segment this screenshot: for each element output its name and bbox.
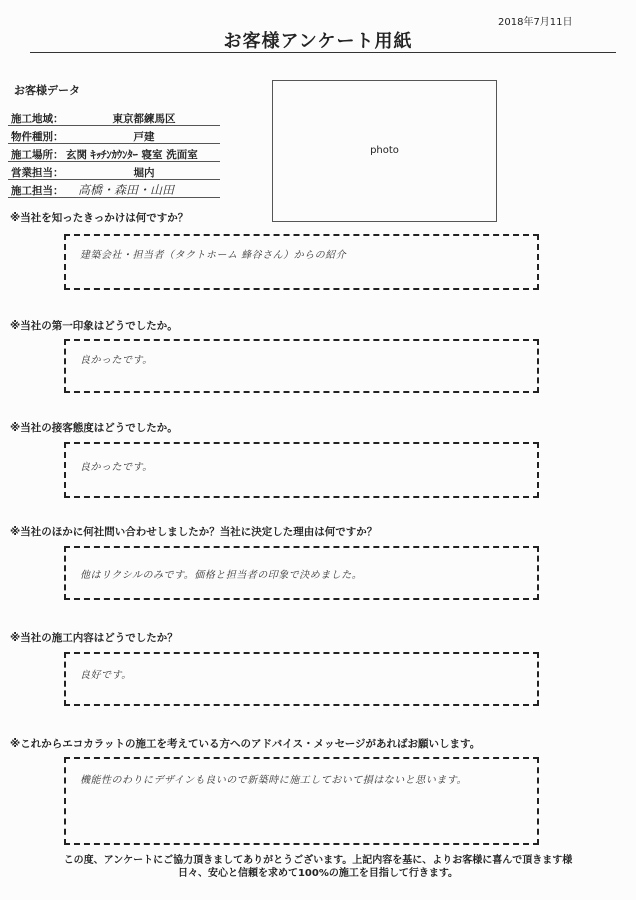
question-1: ※当社を知ったきっかけは何ですか？ (10, 212, 189, 224)
field-value: 東京都練馬区 (112, 113, 176, 125)
field-sales-rep (8, 162, 220, 180)
page-title: お客様アンケート用紙 (223, 31, 413, 52)
answer-1: 建築会社・担当者（タクトホーム 蜂谷さん）からの紹介 (80, 250, 347, 261)
answer-box-4 (64, 546, 539, 600)
field-label: 営業担当： (11, 167, 64, 179)
question-5: ※当社の施工内容はどうでしたか？ (10, 632, 178, 644)
field-label: 施工場所： (11, 149, 64, 161)
answer-box-2 (64, 339, 539, 393)
answer-box-1 (64, 234, 539, 290)
answer-6: 機能性のわりにデザインも良いので新築時に施工しておいて損はないと思います。 (80, 775, 467, 786)
title-underline (30, 52, 616, 53)
field-value: 玄関 ｷｯﾁﾝｶｳﾝﾀｰ 寝室 洗面室 (66, 149, 198, 161)
photo-placeholder (272, 80, 497, 222)
answer-box-3 (64, 442, 539, 498)
answer-box-5 (64, 652, 539, 706)
photo-label: photo (370, 145, 399, 156)
question-6: ※これからエコカラットの施工を考えている方へのアドバイス・メッセージがあればお願いします。 (10, 738, 481, 750)
field-location (8, 144, 220, 162)
field-value: 高橋・森田・山田 (78, 183, 175, 197)
field-label: 物件種別： (11, 131, 64, 143)
field-property-type (8, 126, 220, 144)
field-value: 戸建 (133, 131, 155, 143)
question-3: ※当社の接客態度はどうでしたか。 (10, 422, 178, 434)
question-4: ※当社のほかに何社問い合わせしましたか？当社に決定した理由は何ですか？ (10, 526, 378, 538)
survey-date: 2018年7月11日 (498, 17, 573, 28)
customer-data-heading: お客様データ (14, 84, 80, 97)
field-label: 施工地域： (11, 113, 64, 125)
field-label: 施工担当： (11, 185, 64, 197)
field-area (8, 108, 220, 126)
footer-line-1: この度、アンケートにご協力頂きましてありがとうございます。上記内容を基に、よりお客様に喜んで頂きます様 (63, 855, 573, 866)
answer-4: 他はリクシルのみです。価格と担当者の印象で決めました。 (80, 570, 363, 581)
answer-box-6 (64, 757, 539, 845)
answer-2: 良かったです。 (80, 355, 153, 366)
field-value: 堀内 (133, 167, 155, 179)
answer-5: 良好です。 (80, 670, 132, 681)
footer-line-2: 日々、安心と信頼を求めて100%の施工を目指して行きます。 (177, 868, 459, 879)
question-2: ※当社の第一印象はどうでしたか。 (10, 320, 178, 332)
field-installers (8, 180, 220, 198)
answer-3: 良かったです。 (80, 462, 153, 473)
